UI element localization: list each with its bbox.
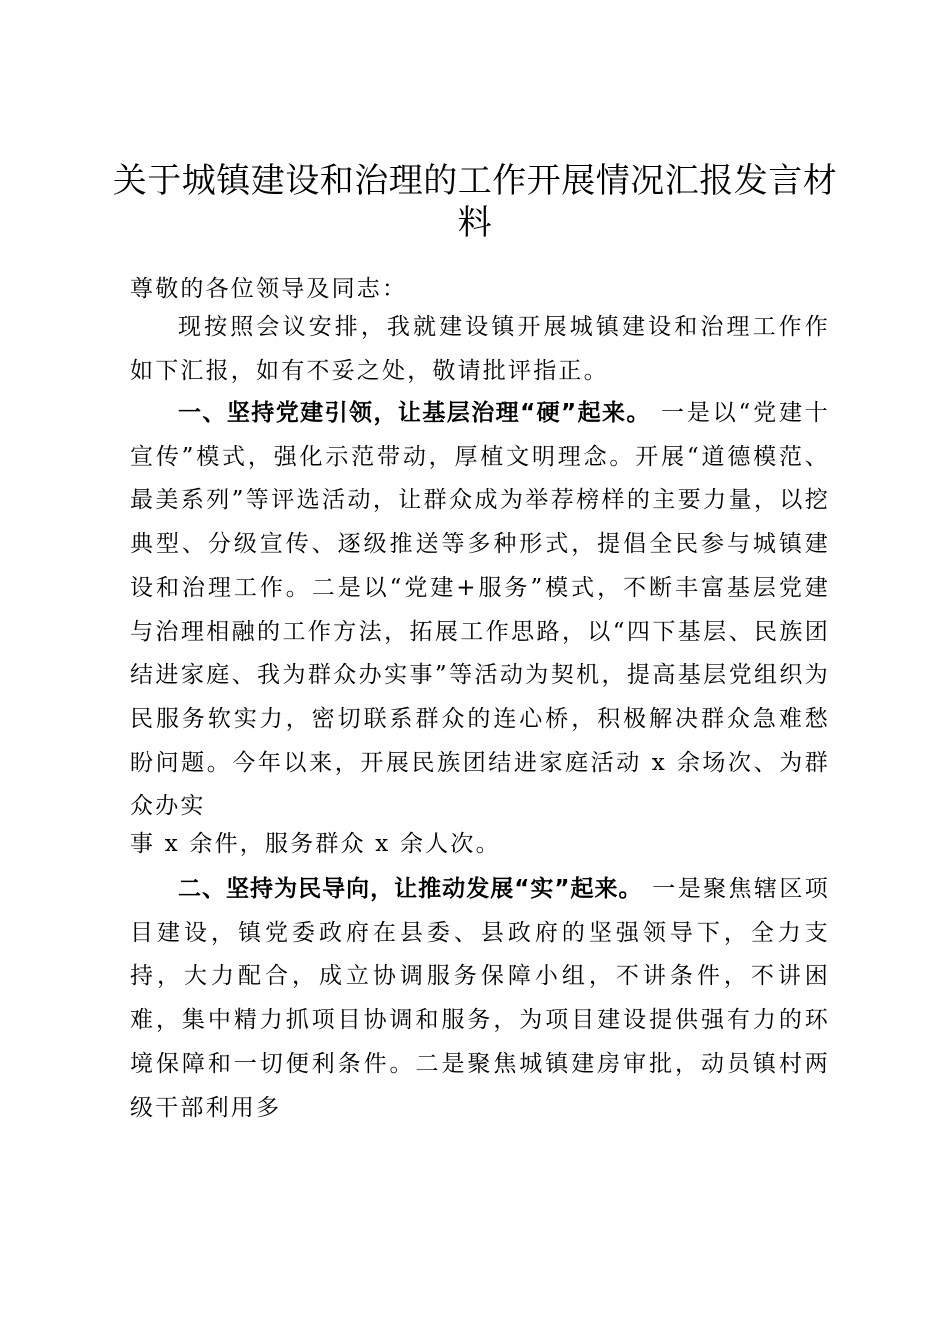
section-2-text: 一是聚焦辖区项目建设，镇党委政府在县委、县政府的坚强领导下，全力支持，大力配合，成立协调服务保障小组，不讲条件，不讲困难，集中精力抓项目协调和服务，为项目建设提供强有力的环境保障和一切便利条件。二是聚焦城镇建房审批，动员镇村两级干部利用多	[130, 876, 830, 1121]
salutation: 尊敬的各位领导及同志：	[130, 276, 408, 302]
section-2-heading: 二、坚持为民导向，让推动发展“实”起来。	[178, 876, 643, 902]
section-2-paragraph	[130, 868, 830, 1130]
section-1-tail: 事 x 余件，服务群众 x 余人次。	[130, 831, 501, 857]
section-1-paragraph	[130, 392, 830, 829]
section-1-text: 一是以“党建十宣传”模式，强化示范带动，厚植文明理念。开展“道德模范、最美系列”等评选活动，让群众成为举荐榜样的主要力量，以挖典型、分级宣传、逐级推送等多种形式，提倡全民参与城镇建设和治理工作。二是以“党建+服务”模式，不断丰富基层党建与治理相融的工作方法，拓展工作思路，以“四下基层、民族团结进家庭、我为群众办实事”等活动为契机，提高基层党组织为民服务软实力，密切联系群众的连心桥，积极解决群众急难愁盼问题。今年以来，开展民族团结进家庭活动 x 余场次、为群众办实	[130, 400, 831, 820]
document-title: 关于城镇建设和治理的工作开展情况汇报发言材料	[112, 161, 838, 243]
section-1-heading: 一、坚持党建引领，让基层治理“硬”起来。	[178, 400, 651, 426]
intro-paragraph: 现按照会议安排，我就建设镇开展城镇建设和治理工作作如下汇报，如有不妥之处，敬请批评指正。	[130, 314, 830, 384]
